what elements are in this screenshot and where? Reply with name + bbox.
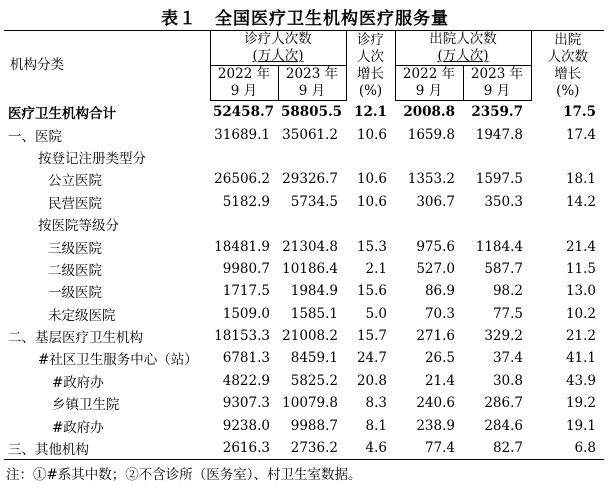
- cell-vg: 10.6: [356, 126, 387, 143]
- header-discharge-group: [395, 31, 531, 49]
- cell-v22: 31689.1: [214, 126, 270, 143]
- cell-dg: 14.2: [565, 193, 596, 210]
- cell-vg: 8.3: [365, 395, 387, 412]
- h-v23-year: 2023 年: [278, 66, 346, 84]
- header-visits-growth: [346, 31, 395, 101]
- row-label: 三级医院: [48, 240, 102, 257]
- cell-d23: 1184.4: [475, 238, 523, 255]
- cell-vg: 5.0: [365, 305, 387, 322]
- row-label: 按登记注册类型分: [38, 150, 146, 167]
- table-row: [4, 168, 604, 190]
- cell-d22: 26.5: [424, 350, 455, 367]
- cell-dg: 6.8: [531, 437, 604, 460]
- cell-d22: [395, 146, 463, 168]
- cell-vg: [346, 213, 395, 235]
- cell-v22: 18153.3: [214, 328, 270, 345]
- cell-v23: 21008.2: [282, 328, 338, 345]
- cell-d23: 82.7: [463, 437, 531, 460]
- hdg-2: 增长: [554, 65, 582, 82]
- cell-v22: 9238.0: [222, 417, 270, 434]
- cell-vg: 4.6: [346, 437, 395, 460]
- visits-unit-text: (万人次): [252, 48, 304, 64]
- cell-dg: 19.2: [565, 395, 596, 412]
- cell-vg: 15.7: [356, 328, 387, 345]
- cell-v23: 2736.2: [278, 437, 346, 460]
- row-label: 一、医院: [8, 128, 62, 145]
- cell-v23: 10186.4: [282, 260, 338, 277]
- cell-dg: 10.2: [565, 305, 596, 322]
- cell-dg: 11.5: [565, 260, 596, 277]
- cell-vg: 10.6: [356, 193, 387, 210]
- cell-v23: 10079.8: [282, 395, 338, 412]
- cell-v23: 9988.7: [290, 417, 338, 434]
- row-label: 按医院等级分: [38, 218, 119, 235]
- header-discharge-growth: [531, 31, 604, 101]
- cell-dg: 41.1: [565, 350, 596, 367]
- cell-d22: 1353.2: [407, 171, 455, 188]
- table-footnote: 注：①#系其中数；②不含诊所（医务室）、村卫生室数据。: [6, 467, 362, 483]
- row-label: 二、基层医疗卫生机构: [8, 330, 143, 347]
- cell-v22: 18481.9: [214, 238, 270, 255]
- cell-dg: 18.1: [565, 171, 596, 188]
- cell-d22: 1659.8: [407, 126, 455, 143]
- cell-vg: 10.6: [356, 171, 387, 188]
- row-label: 未定级医院: [48, 307, 116, 324]
- cell-dg: [531, 146, 604, 168]
- cell-vg: 15.3: [356, 238, 387, 255]
- cell-v23: 1585.1: [290, 305, 338, 322]
- cell-v22: [210, 213, 278, 235]
- cell-v23: 1984.9: [290, 283, 338, 300]
- cell-d23: 77.5: [492, 305, 523, 322]
- cell-v23: 5734.5: [290, 193, 338, 210]
- cell-v22: 9307.3: [222, 395, 270, 412]
- table-row: [4, 325, 604, 347]
- table-row: [4, 191, 604, 213]
- table-row: [4, 101, 604, 124]
- row-label: 二级医院: [48, 262, 102, 279]
- cell-d22: 2008.8: [403, 104, 455, 121]
- cell-d22: 271.6: [416, 328, 455, 345]
- header-visits-line1: 诊疗人次数: [244, 31, 312, 47]
- cell-v23: [278, 146, 346, 168]
- hdg-3: (%): [556, 82, 580, 99]
- cell-v23: 35061.2: [282, 126, 338, 143]
- row-label: #政府办: [52, 419, 104, 436]
- cell-d23: 350.3: [484, 193, 523, 210]
- header-visits-group: [210, 31, 346, 49]
- cell-v23: 58805.5: [281, 104, 343, 121]
- cell-d23: 37.4: [492, 350, 523, 367]
- h-v22-month: 9 月: [210, 83, 278, 101]
- cell-v23: 29326.7: [282, 171, 338, 188]
- cell-dg: [531, 213, 604, 235]
- h-d22-year: 2022 年: [395, 66, 463, 84]
- cell-vg: 20.8: [356, 372, 387, 389]
- hdg-1: 人次数: [547, 48, 588, 65]
- h-d23-year: 2023 年: [463, 66, 531, 84]
- row-label: 三、其他机构: [4, 437, 210, 460]
- row-label: 医疗卫生机构合计: [8, 105, 116, 122]
- table-row: [4, 392, 604, 414]
- cell-v22: [210, 146, 278, 168]
- row-label: 乡镇卫生院: [52, 397, 120, 414]
- hvg-0: 诊疗: [357, 31, 384, 48]
- table-row: [4, 146, 604, 168]
- header-visits-unit: [210, 48, 346, 66]
- cell-d23: 284.6: [484, 417, 523, 434]
- cell-dg: 17.5: [563, 103, 596, 120]
- cell-d22: 77.4: [395, 437, 463, 460]
- cell-d23: 587.7: [484, 260, 523, 277]
- h-v22-year: 2022 年: [210, 66, 278, 84]
- cell-d23: [463, 146, 531, 168]
- table-row: [4, 437, 604, 460]
- row-label: #政府办: [52, 374, 104, 391]
- table-row: [4, 123, 604, 145]
- cell-d22: 975.6: [416, 238, 455, 255]
- cell-d22: 240.6: [416, 395, 455, 412]
- cell-v23: [278, 213, 346, 235]
- cell-v22: 2616.3: [210, 437, 278, 460]
- cell-vg: 2.1: [365, 260, 387, 277]
- table-row: [4, 258, 604, 280]
- cell-d23: 2359.7: [471, 104, 523, 121]
- cell-dg: 19.1: [565, 417, 596, 434]
- cell-d23: 329.2: [484, 328, 523, 345]
- row-label: 公立医院: [48, 173, 102, 190]
- cell-d22: 21.4: [424, 372, 455, 389]
- row-label: 民营医院: [48, 195, 102, 212]
- table-row: [4, 370, 604, 392]
- cell-v22: 5182.9: [222, 193, 270, 210]
- cell-dg: 21.4: [565, 238, 596, 255]
- cell-d22: 70.3: [424, 305, 455, 322]
- table-row: [4, 303, 604, 325]
- table-row: [4, 280, 604, 302]
- h-d23-month: 9 月: [463, 83, 531, 101]
- cell-d23: 1947.8: [475, 126, 523, 143]
- hvg-3: (%): [358, 82, 383, 99]
- cell-vg: 8.1: [365, 417, 387, 434]
- cell-v22: 26506.2: [214, 171, 270, 188]
- cell-dg: 43.9: [565, 372, 596, 389]
- cell-v22: 6781.3: [222, 350, 270, 367]
- cell-dg: 21.2: [565, 328, 596, 345]
- cell-v23: 21304.8: [282, 238, 338, 255]
- cell-d23: 1597.5: [475, 171, 523, 188]
- hvg-2: 增长: [357, 65, 384, 82]
- cell-v22: 1509.0: [222, 305, 270, 322]
- cell-d22: 527.0: [416, 260, 455, 277]
- cell-vg: 24.7: [356, 350, 387, 367]
- table-row: [4, 235, 604, 257]
- cell-d23: 98.2: [492, 283, 523, 300]
- header-discharge-line1: 出院人次数: [429, 31, 497, 47]
- cell-v22: 9980.7: [222, 260, 270, 277]
- cell-vg: 15.6: [356, 283, 387, 300]
- header-category: 机构分类: [10, 57, 64, 74]
- header-discharge-unit: [395, 48, 531, 66]
- cell-v23: 8459.1: [290, 350, 338, 367]
- cell-v23: 5825.2: [290, 372, 338, 389]
- hdg-0: 出院: [554, 31, 582, 48]
- table-row: [4, 414, 604, 436]
- h-d22-month: 9 月: [395, 83, 463, 101]
- h-v23-month: 9 月: [278, 83, 346, 101]
- cell-vg: [346, 146, 395, 168]
- cell-d23: 286.7: [484, 395, 523, 412]
- discharge-unit-text: (万人次): [437, 48, 489, 64]
- cell-d23: 30.8: [492, 372, 523, 389]
- table-row: [4, 347, 604, 369]
- hvg-1: 人次: [357, 48, 384, 65]
- cell-v22: 1717.5: [222, 283, 270, 300]
- cell-dg: 17.4: [565, 126, 596, 143]
- cell-d23: [463, 213, 531, 235]
- cell-d22: [395, 213, 463, 235]
- medical-service-table: [4, 30, 604, 460]
- cell-d22: 86.9: [424, 283, 455, 300]
- cell-v22: 52458.7: [213, 104, 275, 121]
- row-label: 一级医院: [48, 285, 102, 302]
- cell-vg: 12.1: [354, 103, 387, 120]
- cell-d22: 306.7: [416, 193, 455, 210]
- table-row: [4, 213, 604, 235]
- cell-v22: 4822.9: [222, 372, 270, 389]
- cell-d22: 238.9: [416, 417, 455, 434]
- cell-dg: 13.0: [565, 283, 596, 300]
- row-label: #社区卫生服务中心（站）: [38, 352, 198, 369]
- table-title: 表１ 全国医疗卫生机构医疗服务量: [161, 9, 449, 29]
